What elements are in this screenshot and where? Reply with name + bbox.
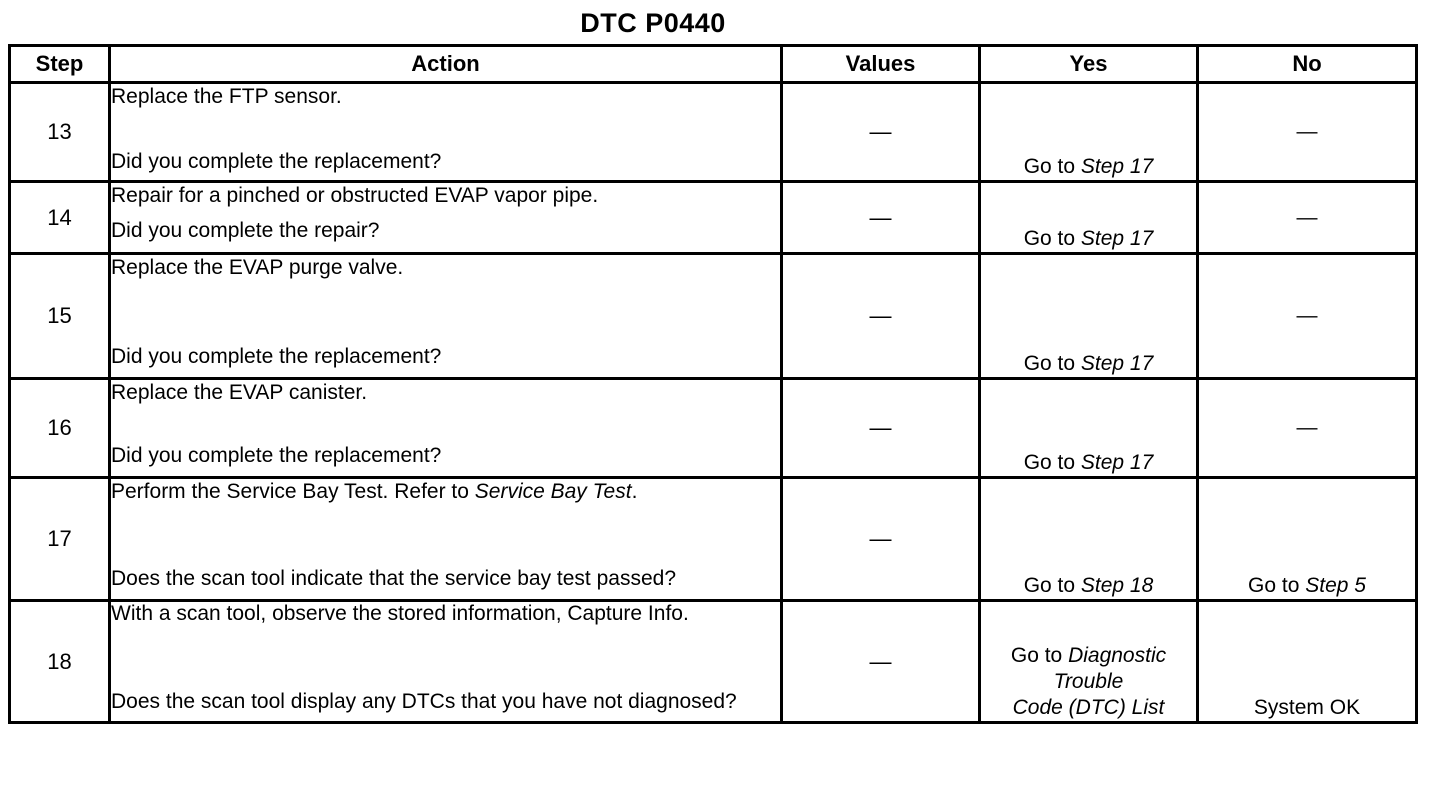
service-bay-test-link[interactable]: Service Bay Test	[474, 480, 632, 503]
no-cell: —	[1198, 379, 1417, 478]
table-row	[10, 379, 1417, 478]
header-step: Step	[10, 46, 110, 83]
yes-prefix: Go to	[1023, 227, 1081, 250]
action-question: Does the scan tool indicate that the service bay test passed?	[111, 567, 677, 590]
action-cell	[110, 601, 782, 723]
action-instruction: Replace the FTP sensor.	[111, 85, 342, 108]
no-cell: —	[1198, 83, 1417, 182]
header-no: No	[1198, 46, 1417, 83]
values-cell: —	[782, 379, 980, 478]
no-cell: System OK	[1198, 601, 1417, 723]
action-instruction: With a scan tool, observe the stored information, Capture Info.	[111, 602, 689, 625]
yes-prefix: Go to	[1023, 155, 1081, 178]
action-instruction: Replace the EVAP purge valve.	[111, 256, 404, 279]
action-cell	[110, 83, 782, 182]
action-cell	[110, 254, 782, 379]
document-title: DTC P0440	[580, 8, 726, 38]
table-row	[10, 478, 1417, 601]
yes-step-link[interactable]: Step 17	[1080, 227, 1154, 250]
yes-step-link[interactable]: Step 17	[1080, 451, 1154, 474]
yes-prefix: Go to	[1010, 644, 1069, 667]
yes-step-link[interactable]: Step 18	[1080, 574, 1154, 597]
table-row	[10, 601, 1417, 723]
action-question: Did you complete the replacement?	[111, 444, 442, 467]
action-question: Does the scan tool display any DTCs that you have not diagnosed?	[111, 690, 737, 713]
yes-dtc-list-link-line1[interactable]: Diagnostic	[1068, 644, 1167, 667]
step-number: 16	[10, 379, 110, 478]
action-question: Did you complete the repair?	[111, 219, 380, 242]
yes-cell	[980, 83, 1198, 182]
step-number: 17	[10, 478, 110, 601]
no-cell: —	[1198, 254, 1417, 379]
table-row	[10, 254, 1417, 379]
action-instruction	[111, 479, 780, 504]
values-cell: —	[782, 254, 980, 379]
header-values: Values	[782, 46, 980, 83]
action-instruction-prefix: Perform the Service Bay Test. Refer to	[111, 480, 475, 503]
header-yes: Yes	[980, 46, 1198, 83]
yes-dtc-list-link-line3[interactable]: Code (DTC) List	[1012, 696, 1165, 719]
action-question: Did you complete the replacement?	[111, 345, 442, 368]
no-step-link[interactable]: Step 5	[1305, 574, 1366, 597]
table-row	[10, 182, 1417, 254]
action-instruction: Repair for a pinched or obstructed EVAP vapor pipe.	[111, 184, 599, 207]
step-number: 14	[10, 182, 110, 254]
action-cell	[110, 182, 782, 254]
yes-cell	[980, 478, 1198, 601]
step-number: 15	[10, 254, 110, 379]
action-cell	[110, 478, 782, 601]
values-cell: —	[782, 601, 980, 723]
action-instruction: Replace the EVAP canister.	[111, 381, 368, 404]
header-action: Action	[110, 46, 782, 83]
step-number: 18	[10, 601, 110, 723]
no-cell	[1198, 478, 1417, 601]
yes-prefix: Go to	[1023, 451, 1081, 474]
yes-cell	[980, 379, 1198, 478]
action-instruction-suffix: .	[631, 480, 638, 503]
header-row	[10, 46, 1417, 83]
yes-prefix: Go to	[1023, 352, 1081, 375]
action-question: Did you complete the replacement?	[111, 150, 442, 173]
action-cell	[110, 379, 782, 478]
yes-step-link[interactable]: Step 17	[1080, 352, 1154, 375]
yes-cell	[980, 254, 1198, 379]
yes-dtc-list-link-line2[interactable]: Trouble	[1053, 670, 1124, 693]
diagnostic-table	[8, 44, 1418, 724]
step-number: 13	[10, 83, 110, 182]
values-cell: —	[782, 182, 980, 254]
table-row	[10, 83, 1417, 182]
yes-cell	[980, 182, 1198, 254]
values-cell: —	[782, 478, 980, 601]
no-cell: —	[1198, 182, 1417, 254]
values-cell: —	[782, 83, 980, 182]
yes-step-link[interactable]: Step 17	[1080, 155, 1154, 178]
yes-cell	[980, 601, 1198, 723]
no-prefix: Go to	[1248, 574, 1306, 597]
yes-prefix: Go to	[1023, 574, 1081, 597]
